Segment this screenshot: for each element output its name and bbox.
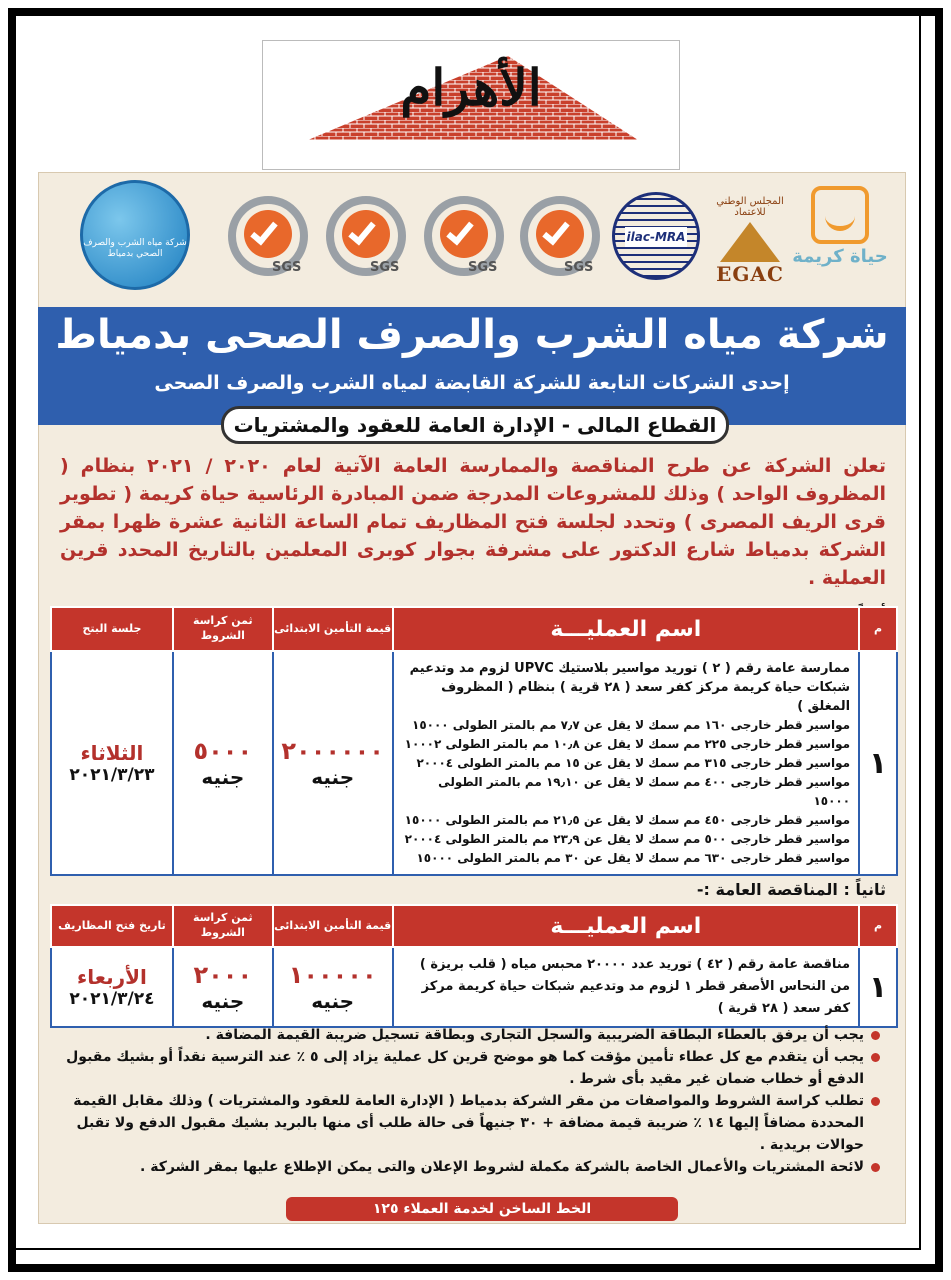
- session-cell: [51, 947, 173, 1027]
- sgs-certification-badge: SGS: [516, 192, 606, 282]
- company-subtitle: إحدى الشركات التابعة للشركة القابضة لمياه الشرب والصرف الصحى: [154, 372, 790, 394]
- table-row: [51, 651, 897, 875]
- sgs-certification-badge: SGS: [420, 192, 510, 282]
- pipe-line: مواسير قطر خارجى ٦٣٠ مم سمك لا يقل عن ٣٠ مم بالمتر الطولى ١٥٠٠٠: [416, 850, 851, 865]
- col-insurance-header: قيمة التأمين الابتدائى: [273, 607, 393, 651]
- session-day: الثلاثاء: [80, 741, 144, 765]
- col-booklet-header: ثمن كراسة الشروط: [173, 607, 273, 651]
- terms-list: [62, 1024, 882, 1178]
- company-logo-text: شركة مياه الشرب والصرف الصحي بدمياط: [83, 238, 187, 259]
- egac-logo: [700, 196, 800, 292]
- pipe-line: مواسير قطر خارجى ٣١٥ مم سمك لا يقل عن ١٥ مم بالمتر الطولى ٢٠٠٠٤: [416, 755, 851, 770]
- pipe-line: مواسير قطر خارجى ٢٢٥ مم سمك لا يقل عن ١٠٫٨ مم بالمتر الطولى ١٠٠٠٢: [404, 736, 851, 751]
- hotline-banner: الخط الساخن لخدمة العملاء ١٢٥: [286, 1197, 678, 1221]
- booklet-price: ٥٠٠٠: [193, 737, 253, 765]
- sgs-certification-badge: SGS: [322, 192, 412, 282]
- booklet-unit: جنيه: [201, 989, 245, 1013]
- tender-table: [50, 904, 898, 1028]
- pipe-line: مواسير قطر خارجى ٥٠٠ مم سمك لا يقل عن ٢٣٫٩ مم بالمتر الطولى ٢٠٠٠٤: [404, 831, 851, 846]
- pipe-line: مواسير قطر خارجى ١٦٠ مم سمك لا يقل عن ٧٫٧ مم بالمتر الطولى ١٥٠٠٠: [412, 717, 851, 732]
- insurance-amount: ١٠٠٠٠٠: [288, 961, 377, 989]
- col-booklet-header: ثمن كراسة الشروط: [173, 905, 273, 947]
- booklet-price: ٢٠٠٠: [193, 961, 253, 989]
- pipe-line: مواسير قطر خارجى ٤٠٠ مم سمك لا يقل عن ١٩٫١٠ مم بالمتر الطولى ١٥٠٠٠: [438, 774, 851, 808]
- session-day: الأربعاء: [77, 965, 147, 989]
- list-item: لائحة المشتريات والأعمال الخاصة بالشركة مكملة لشروط الإعلان والتى يمكن الإطلاع عليها بمقر الشركة .: [62, 1156, 882, 1178]
- table-row: [51, 947, 897, 1027]
- booklet-unit: جنيه: [201, 765, 245, 789]
- col-name-header: اسم العمليـــة: [393, 905, 859, 947]
- operation-title: ممارسة عامة رقم ( ٢ ) توريد مواسير بلاستيك UPVC لزوم مد وتدعيم شبكات حياة كريمة مركز كفر سعد ( ٢٨ قرية ) بنظام ( المظروف المغلق ): [409, 660, 851, 714]
- col-name-header: اسم العمليـــة: [393, 607, 859, 651]
- table-header-row: [51, 607, 897, 651]
- insurance-cell: [273, 947, 393, 1027]
- col-num-header: م: [859, 607, 897, 651]
- egac-arabic-label: المجلس الوطني للاعتماد: [716, 196, 784, 218]
- table-header-row: [51, 905, 897, 947]
- hayah-karima-logo: [790, 186, 890, 302]
- col-num-header: م: [859, 905, 897, 947]
- hayah-karima-icon: [811, 186, 869, 244]
- announcement-intro: تعلن الشركة عن طرح المناقصة والممارسة العامة الآتية لعام ٢٠٢٠ / ٢٠٢١ بنظام ( المظروف الواحد ) وذلك للمشروعات المدرجة ضمن المبادرة الرئاسية حياة كريمة ( تطوير قرى الريف المصرى ) وتحدد لجلسة فتح المظاريف تمام الساعة الثانية عشرة ظهرا بمقر الشركة بدمياط شارع الدكتور على مشرفة بجوار كوبرى المعلمين بالتاريخ المحدد قرين العملية .: [60, 455, 887, 589]
- list-item: تطلب كراسة الشروط والمواصفات من مقر الشركة بدمياط ( الإدارة العامة للعقود والمشتريات ) وذلك مقابل القيمة المحددة مضافاً إليها ١٤ ٪ ضريبة قيمة مضافة + ٣٠ جنيهاً فى حالة طلب أى منها بالبريد بشيك مقبول الدفع ولا تقبل حوالات بريدية .: [62, 1090, 882, 1156]
- insurance-unit: جنيه: [311, 989, 355, 1013]
- sector-label: القطاع المالى - الإدارة العامة للعقود والمشتريات: [221, 406, 729, 444]
- company-logo: [80, 180, 190, 290]
- row-number: ١: [859, 947, 897, 1027]
- ilac-mra-logo: [612, 192, 700, 280]
- col-session-header: جلسة البتح: [51, 607, 173, 651]
- session-date: ٢٠٢١/٣/٢٤: [69, 989, 155, 1009]
- row-number: ١: [859, 651, 897, 875]
- insurance-cell: [273, 651, 393, 875]
- sgs-certification-badge: SGS: [224, 192, 314, 282]
- operation-description: مناقصة عامة رقم ( ٤٢ ) توريد عدد ٢٠٠٠٠ محبس مياه ( قلب بريزة ) من النحاس الأصفر قطر ١ لزوم مد وتدعيم شبكات حياة كريمة مركز كفر سعد ( ٢٨ قرية ): [393, 947, 859, 1027]
- hayah-karima-text: حياة كريمة: [792, 246, 888, 267]
- masthead-title: الأهرام: [400, 58, 542, 117]
- list-item: يجب أن يرفق بالعطاء البطاقة الضريبية والسجل التجارى وبطاقة تسجيل ضريبة القيمة المضافة .: [62, 1024, 882, 1046]
- insurance-unit: جنيه: [311, 765, 355, 789]
- pyramid-icon: [720, 222, 780, 262]
- operation-description: [393, 651, 859, 875]
- booklet-cell: [173, 947, 273, 1027]
- session-cell: [51, 651, 173, 875]
- ilac-mra-label: ilac-MRA: [625, 227, 687, 247]
- list-item: يجب أن يتقدم مع كل عطاء تأمين مؤقت كما هو موضح قرين كل عملية يزاد إلى ٥ ٪ عند الترسية نقداً أو بشيك مقبول الدفع أو خطاب ضمان غير مقيد بأى شرط .: [62, 1046, 882, 1090]
- pipe-line: مواسير قطر خارجى ٤٥٠ مم سمك لا يقل عن ٢١٫٥ مم بالمتر الطولى ١٥٠٠٠: [404, 812, 851, 827]
- egac-label: EGAC: [716, 262, 784, 286]
- company-title: شركة مياه الشرب والصرف الصحى بدمياط: [55, 312, 889, 358]
- booklet-cell: [173, 651, 273, 875]
- col-session-header: تاريخ فتح المظاريف: [51, 905, 173, 947]
- section2-title: ثانياً : المناقصة العامة :-: [696, 880, 886, 899]
- col-insurance-header: قيمة التأمين الابتدائى: [273, 905, 393, 947]
- session-date: ٢٠٢١/٣/٢٣: [69, 765, 155, 785]
- insurance-amount: ٢٠٠٠٠٠٠: [281, 737, 384, 765]
- practice-table: [50, 606, 898, 876]
